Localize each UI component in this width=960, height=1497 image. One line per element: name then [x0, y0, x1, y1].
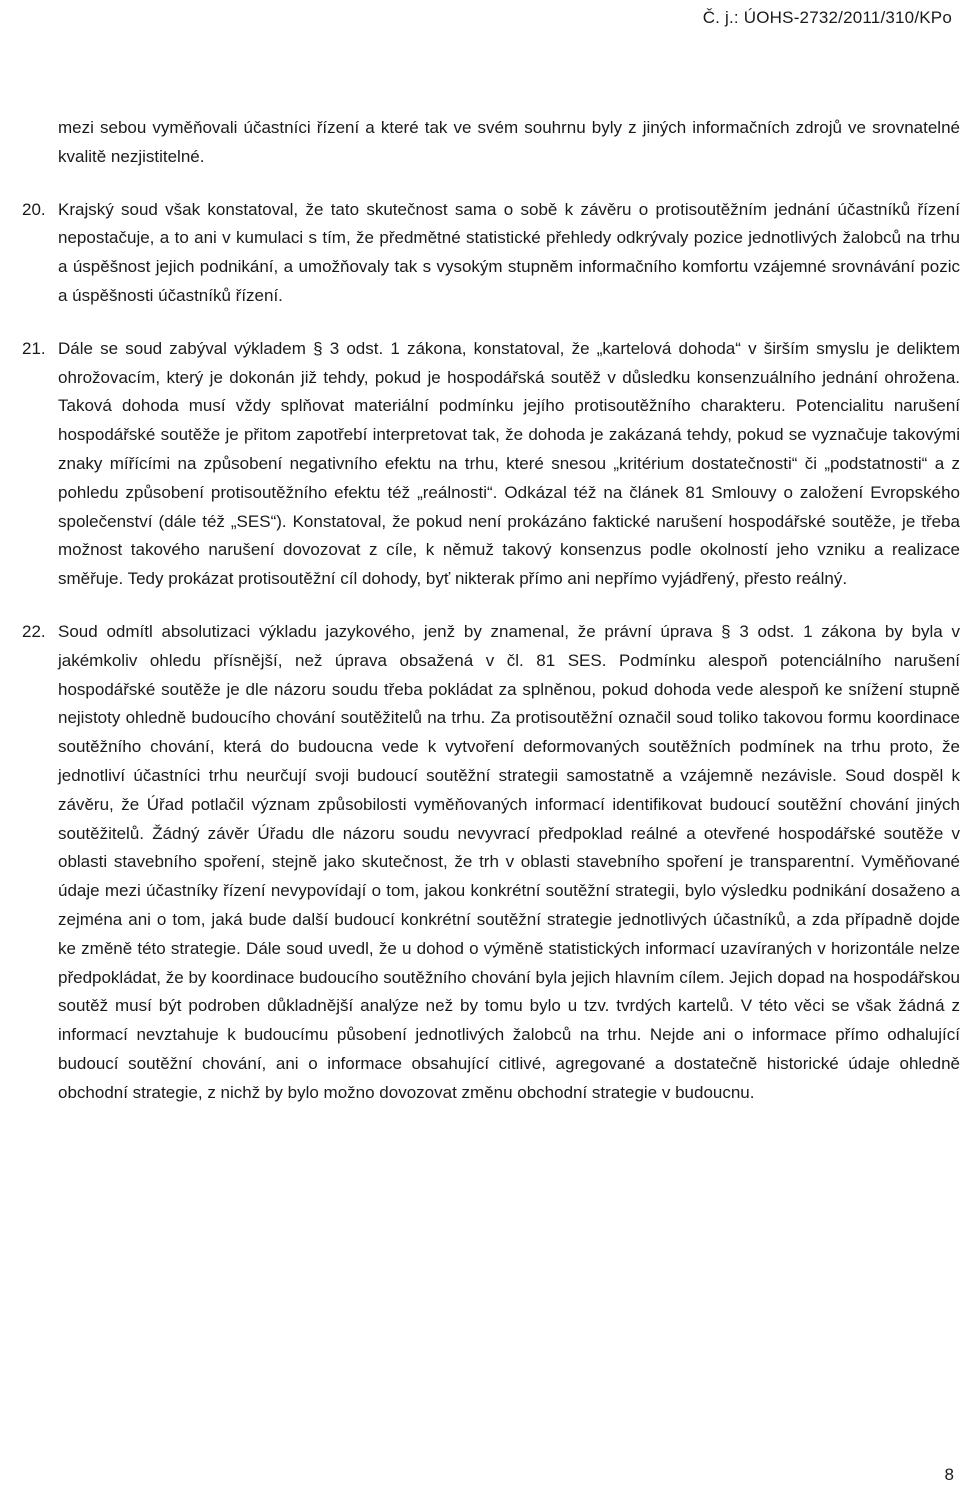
paragraph-text: Soud odmítl absolutizaci výkladu jazykového, jenž by znamenal, že právní úprava § 3 odst. 1 zákona by byla v jakémkoliv ohledu přísnější, než úprava obsažená v čl. 81 SES. Podmínku alespoň potenciálního narušení hospodářské soutěže je dle názoru soudu třeba pokládat za splněnou, pokud dohoda vede alespoň ke snížení stupně nejistoty ohledně budoucího chování soutěžitelů na trhu. Za protisoutěžní označil soud toliko takovou formu koordinace soutěžního chování, která do budoucna vede k vytvoření deformovaných soutěžních podmínek na trhu proto, že jednotliví účastníci trhu neurčují svoji budoucí soutěžní strategii samostatně a vzájemně nezávisle. Soud dospěl k závěru, že Úřad potlačil význam způsobilosti vyměňovaných informací identifikovat budoucí soutěžní chování jiných soutěžitelů. Žádný závěr Úřadu dle názoru soudu nevyvrací předpoklad reálné a otevřené hospodářské soutěže v oblasti stavebního spoření, stejně jako skutečnost, že trh v oblasti stavebního spoření je transparentní. Vyměňované údaje mezi účastníky řízení nevypovídají o tom, jakou konkrétní soutěžní strategii, bylo výsledku podnikání dosaženo a zejména ani o tom, jaká bude další budoucí konkrétní soutěžní strategie jednotlivých účastníků, a zda případně dojde ke změně této strategie. Dále soud uvedl, že u dohod o výměně statistických informací uzavíraných v horizontále nelze předpokládat, že by koordinace budoucího soutěžního chování byla jejich hlavním cílem. Jejich dopad na hospodářskou soutěž musí být podroben důkladnější analýze než by tomu bylo u tzv. tvrdých kartelů. V této věci se však žádná z informací nevztahuje k budoucímu působení jednotlivých žalobců na trhu. Nejde ani o informace přímo odhalující budoucí soutěžní chování, ani o informace obsahující citlivé, agregované a dostatečně historické údaje ohledně obchodní strategie, z nichž by bylo možno dovozovat změnu obchodní strategie v budoucnu.: [58, 621, 960, 1102]
paragraph-number: 21.: [22, 338, 46, 358]
paragraph-22: [22, 618, 960, 1108]
document-reference-number: Č. j.: ÚOHS-2732/2011/310/KPo: [702, 8, 952, 27]
paragraph-text: Dále se soud zabýval výkladem § 3 odst. 1 zákona, konstatoval, že „kartelová dohoda“ v širším smyslu je deliktem ohrožovacím, který je dokonán již tehdy, pokud je hospodářská soutěž v důsledku konsenzuálního jednání ohrožena. Taková dohoda musí vždy splňovat materiální podmínku jejího protisoutěžního charakteru. Potencialitu narušení hospodářské soutěže je přitom zapotřebí interpretovat tak, že dohoda je zakázaná tehdy, pokud se vyznačuje takovými znaky mířícími na způsobení negativního efektu na trhu, které snesou „kritérium dostatečnosti“ či „podstatnosti“ a z pohledu způsobení protisoutěžního efektu též „reálnosti“. Odkázal též na článek 81 Smlouvy o založení Evropského společenství (dále též „SES“). Konstatoval, že pokud není prokázáno faktické narušení hospodářské soutěže, je třeba možnost takového narušení dovozovat z cíle, k němuž takový konsenzus podle okolností jeho vzniku a realizace směřuje. Tedy prokázat protisoutěžní cíl dohody, byť nikterak přímo ani nepřímo vyjádřený, přesto reálný.: [58, 338, 960, 589]
page-number: 8: [944, 1465, 954, 1484]
document-body: [22, 114, 960, 1108]
paragraph-20: [22, 196, 960, 311]
paragraph-number: 22.: [22, 621, 46, 641]
paragraph-continuation: [22, 114, 960, 172]
paragraph-text: mezi sebou vyměňovali účastníci řízení a které tak ve svém souhrnu byly z jiných informačních zdrojů ve srovnatelné kvalitě nezjistitelné.: [58, 118, 960, 166]
paragraph-number: 20.: [22, 199, 46, 219]
paragraph-21: [22, 335, 960, 594]
paragraph-text: Krajský soud však konstatoval, že tato skutečnost sama o sobě k závěru o protisoutěžním jednání účastníků řízení nepostačuje, a to ani v kumulaci s tím, že předmětné statistické přehledy odkrývaly pozice jednotlivých žalobců na trhu a úspěšnost jejich podnikání, a umožňovaly tak s vysokým stupněm informačního komfortu vzájemné srovnávání pozic a úspěšnosti účastníků řízení.: [58, 199, 960, 305]
